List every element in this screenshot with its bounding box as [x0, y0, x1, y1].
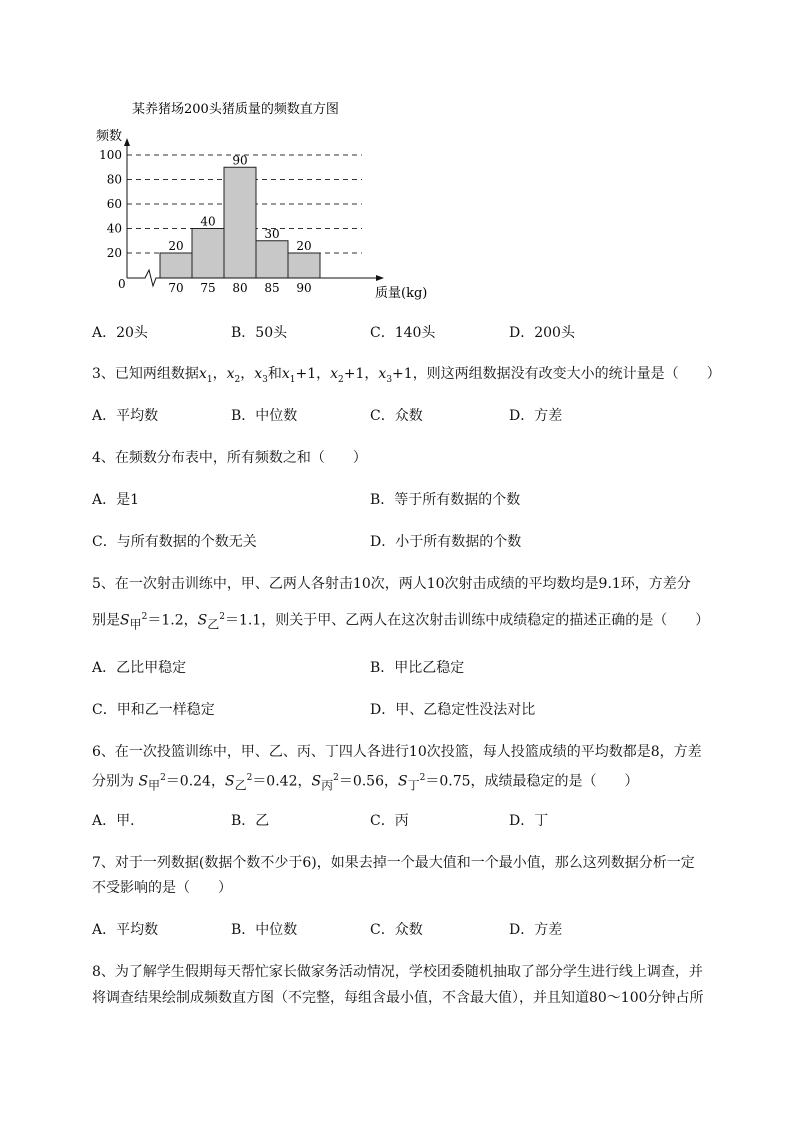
chart-y-label: 频数	[96, 129, 123, 144]
chart-data-label: 20	[168, 239, 184, 253]
q6-option-b[interactable]: B．乙	[231, 813, 270, 829]
q5-v2: ＝1.1，则关于甲、乙两人在这次射击训练中成绩稳定的描述正确的是（ ）	[224, 612, 710, 629]
q3-sub: 1	[206, 374, 213, 385]
q7-option-a[interactable]: A．平均数	[92, 922, 159, 938]
q6-v3: ＝0.56，	[338, 773, 398, 790]
q5-sub-yi: 乙	[207, 617, 220, 632]
q3-sep: ，	[364, 366, 379, 382]
q6-line2-prefix: 分别为	[92, 773, 134, 790]
q3-sub: 3	[262, 374, 268, 385]
q5-sq: 2	[219, 612, 225, 622]
q6-v4: ＝0.75，成绩最稳定的是（ ）	[425, 773, 639, 790]
q3-sub: 3	[386, 374, 393, 385]
q3-var: x	[254, 366, 263, 382]
q3-var: x	[378, 366, 387, 382]
q4-option-c[interactable]: C．与所有数据的个数无关	[92, 534, 257, 550]
q6-sq: 2	[160, 773, 166, 783]
q4-option-d[interactable]: D．小于所有数据的个数	[370, 534, 522, 550]
chart-y-tick-label: 20	[106, 246, 122, 260]
q3-var: x	[198, 366, 207, 382]
q6-v1: ＝0.24，	[165, 773, 225, 790]
chart-data-label: 90	[232, 153, 248, 168]
chart-x-tick-label: 75	[200, 281, 216, 295]
q3-var: x	[281, 366, 290, 382]
chart-bar	[160, 253, 192, 278]
q4-option-a[interactable]: A．是1	[92, 492, 140, 508]
chart-x-axis-arrow	[376, 275, 384, 281]
q5-option-d[interactable]: D．甲、乙稳定性没法对比	[370, 702, 536, 718]
q6-sub-jia: 甲	[148, 778, 161, 793]
q5-v1: ＝1.2，	[147, 612, 198, 629]
q3-var: x	[226, 366, 235, 382]
chart-bar	[192, 229, 224, 279]
q7-option-b[interactable]: B．中位数	[231, 922, 298, 938]
chart-x-tick-label: 80	[232, 281, 248, 295]
q7-option-d[interactable]: D．方差	[509, 922, 563, 938]
q3-stem	[92, 364, 721, 390]
chart-x-label: 质量(kg)	[375, 286, 428, 301]
q5-line2-prefix: 别是	[92, 612, 120, 629]
q6-option-a[interactable]: A．甲．	[92, 813, 145, 829]
q6-s-symbol: S	[398, 773, 408, 790]
q3-sep: ，	[316, 366, 331, 382]
chart-bar	[256, 241, 288, 278]
chart-y-axis-arrow	[124, 138, 130, 146]
chart-data-label: 30	[264, 226, 280, 241]
q3-plus: +1	[295, 366, 317, 382]
chart-y-tick-label: 80	[106, 172, 122, 187]
q6-s-symbol: S	[224, 773, 235, 790]
q3-and: 和	[267, 366, 282, 382]
chart-data-label: 20	[296, 239, 312, 253]
q3-sep: ，	[212, 366, 227, 382]
q3-option-d[interactable]: D．方差	[509, 408, 563, 424]
q4-stem: 4、在频数分布表中，所有频数之和（ ）	[92, 450, 367, 466]
q3-sub: 2	[338, 374, 344, 385]
histogram-chart	[0, 0, 794, 320]
q2-option-d[interactable]: D．200头	[509, 325, 575, 341]
q2-option-a[interactable]: A．20头	[92, 325, 148, 341]
chart-y-tick-label: 40	[106, 221, 122, 236]
q6-sq: 2	[246, 773, 253, 783]
q3-option-a[interactable]: A．平均数	[92, 408, 159, 424]
q6-v2: ＝0.42，	[252, 773, 312, 790]
q5-s-symbol: S	[120, 612, 130, 629]
q3-plus: +1	[392, 366, 413, 382]
q6-s-symbol: S	[311, 773, 322, 790]
q7-stem-line1: 7、对于一列数据(数据个数不少于6)，如果去掉一个最大值和一个最小值，那么这列数据分析一定	[92, 855, 695, 871]
q5-stem-line1: 5、在一次射击训练中，甲、乙两人各射击10次，两人10次射击成绩的平均数均是9.1环，方差分	[92, 576, 691, 592]
chart-bar	[224, 167, 256, 278]
q5-stem-line2	[92, 607, 709, 634]
q7-stem-line2: 不受影响的是（ ）	[92, 880, 232, 896]
q6-s-symbol: S	[138, 773, 149, 790]
q6-sub-bing: 丙	[321, 778, 334, 793]
q6-option-c[interactable]: C．丙	[370, 813, 409, 829]
q6-sq: 2	[333, 773, 339, 783]
q3-option-b[interactable]: B．中位数	[231, 408, 298, 424]
q2-option-b[interactable]: B．50头	[231, 325, 288, 341]
q6-sub-yi: 乙	[234, 778, 247, 793]
q3-option-c[interactable]: C．众数	[370, 408, 423, 424]
q5-option-c[interactable]: C．甲和乙一样稳定	[92, 702, 215, 718]
q7-option-c[interactable]: C．众数	[370, 922, 423, 938]
q8-stem-line1: 8、为了解学生假期每天帮忙家长做家务活动情况，学校团委随机抽取了部分学生进行线上调查，并	[92, 964, 703, 980]
q3-sub: 1	[289, 374, 296, 385]
q5-sq: 2	[141, 612, 148, 622]
q6-stem-line1: 6、在一次投篮训练中，甲、乙、丙、丁四人各进行10次投篮，每人投篮成绩的平均数都是8，方差	[92, 744, 702, 760]
chart-x-tick-label: 85	[264, 281, 280, 295]
q3-sep: ，	[240, 366, 255, 382]
q4-option-b[interactable]: B．等于所有数据的个数	[370, 492, 521, 508]
chart-data-label: 40	[200, 214, 216, 229]
q6-sq: 2	[419, 773, 426, 783]
q6-stem-line2	[92, 768, 639, 795]
q8-stem-line2: 将调查结果绘制成频数直方图（不完整，每组含最小值，不含最大值），并且知道80～100分钟占所	[92, 990, 704, 1006]
chart-bar	[288, 253, 320, 278]
q6-sub-ding: 丁	[407, 778, 420, 793]
q3-suffix: ，则这两组数据没有改变大小的统计量是（ ）	[412, 366, 721, 382]
q5-s-symbol: S	[197, 612, 208, 629]
q3-prefix: 3、已知两组数据	[92, 366, 199, 382]
q2-option-c[interactable]: C．140头	[370, 325, 436, 341]
q5-sub-jia: 甲	[129, 617, 142, 632]
q3-var: x	[330, 366, 339, 382]
chart-x-tick-label: 70	[168, 281, 184, 295]
chart-x-tick-label: 90	[296, 281, 312, 295]
q5-option-a[interactable]: A．乙比甲稳定	[92, 660, 187, 676]
q5-option-b[interactable]: B．甲比乙稳定	[370, 660, 465, 676]
q3-plus: +1	[343, 366, 365, 382]
q3-sub: 2	[234, 374, 241, 385]
q6-option-d[interactable]: D．丁	[509, 813, 549, 829]
chart-title: 某养猪场200头猪质量的频数直方图	[132, 102, 339, 117]
chart-y-tick-label: 100	[99, 148, 122, 162]
chart-y-tick-label: 60	[106, 197, 122, 211]
chart-origin-label: 0	[118, 277, 126, 291]
